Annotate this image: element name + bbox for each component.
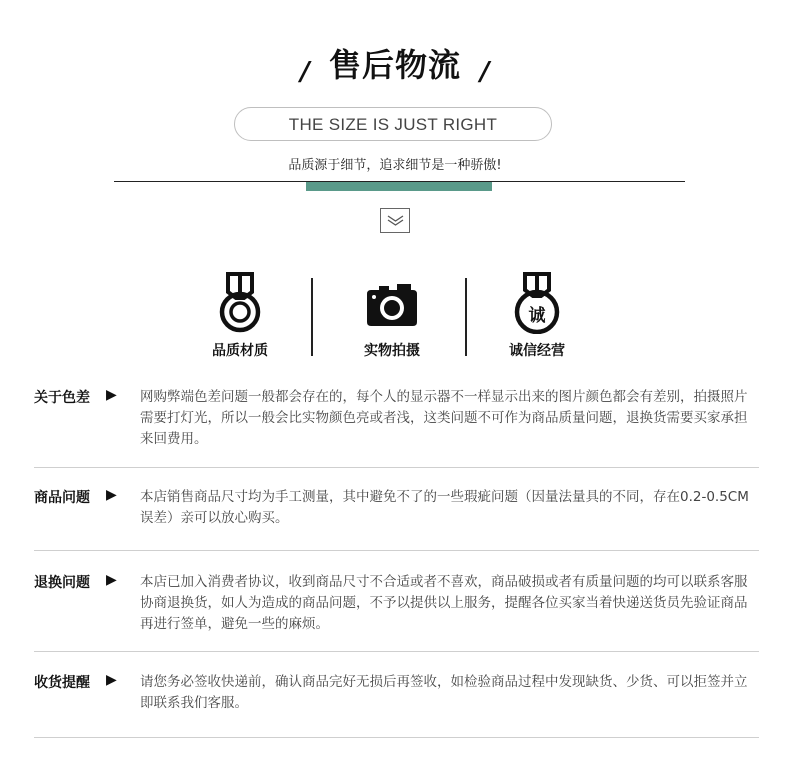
- section-divider: [34, 550, 759, 551]
- page-title: 售后物流: [328, 46, 461, 84]
- title-slash-left: /: [300, 57, 310, 87]
- section-body: 请您务必签收快递前，确认商品完好无损后再签收，如检验商品过程中发现缺货、少货、可以拒签并立即联系我们客服。: [140, 674, 748, 711]
- feature-quality: [180, 272, 300, 360]
- section-body: 本店已加入消费者协议，收到商品尺寸不合适或者不喜欢，商品破损或者有质量问题的均可以联系客服协商退换货，如人为造成的商品问题，不予以提供以上服务，提醒各位买家当着快递送货员先验证商品再进行签单，避免一些的麻烦。: [140, 574, 748, 632]
- arrow-right-icon: ▶: [106, 572, 117, 588]
- feature-integrity: [477, 272, 597, 360]
- feature-divider-1: [311, 278, 313, 356]
- chevron-down-icon: [387, 214, 404, 227]
- feature-label-integrity: 诚信经营: [509, 343, 565, 359]
- integrity-badge-text: 诚: [528, 306, 546, 326]
- feature-divider-2: [465, 278, 467, 356]
- section-title: 关于色差: [34, 390, 90, 406]
- section-divider: [34, 651, 759, 652]
- feature-label-quality: 品质材质: [212, 343, 268, 359]
- accent-bar: [306, 182, 492, 191]
- section-title: 退换问题: [34, 575, 90, 591]
- camera-icon: [365, 272, 419, 334]
- title-slash-right: /: [480, 57, 490, 87]
- scroll-down-button[interactable]: [380, 208, 410, 233]
- feature-label-photo: 实物拍摄: [364, 343, 420, 359]
- section-return-exchange: [34, 572, 759, 636]
- arrow-right-icon: ▶: [106, 487, 117, 503]
- section-title: 商品问题: [34, 490, 90, 506]
- section-body: 网购弊端色差问题一般都会存在的，每个人的显示器不一样显示出来的图片颜色都会有差别，拍摄照片需要打灯光，所以一般会比实物颜色亮或者浅，这类问题不可作为商品质量问题，退换货需要买家承担来回费用。: [140, 389, 748, 447]
- arrow-right-icon: ▶: [106, 387, 117, 403]
- medal-icon: [218, 272, 262, 334]
- section-divider: [34, 467, 759, 468]
- feature-photo: [332, 272, 452, 360]
- section-color-difference: [34, 387, 759, 447]
- section-receipt-reminder: [34, 672, 759, 716]
- tagline-pill: THE SIZE IS JUST RIGHT: [234, 107, 552, 141]
- motto-text: 品质源于细节，追求细节是一种骄傲!: [288, 158, 502, 173]
- section-body: 本店销售商品尺寸均为手工测量，其中避免不了的一些瑕疵问题（因量法量具的不同，存在0.2-0.5CM误差）亲可以放心购买。: [140, 489, 749, 526]
- header-title-row: [0, 40, 790, 86]
- arrow-right-icon: ▶: [106, 672, 117, 688]
- section-title: 收货提醒: [34, 675, 90, 691]
- section-product-issue: [34, 487, 759, 531]
- section-divider: [34, 737, 759, 738]
